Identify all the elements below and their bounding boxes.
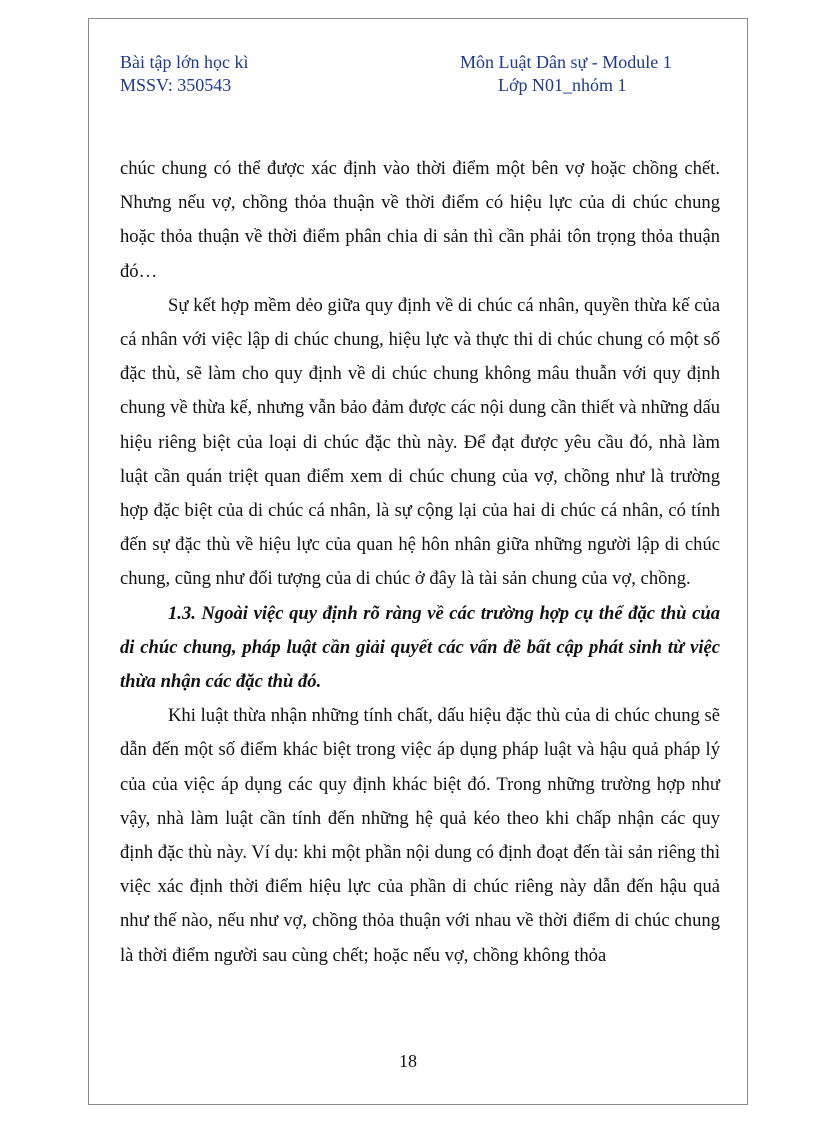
header-course-title: Bài tập lớn học kì [120, 52, 249, 72]
paragraph-3: Khi luật thừa nhận những tính chất, dấu hiệu đặc thù của di chúc chung sẽ dẫn đến một số điểm khác biệt trong việc áp dụng pháp luật và hậu quả pháp lý của của việc áp dụng các quy định khác biệt đó. Trong những trường hợp như vậy, nhà làm luật cần tính đến những hệ quả kéo theo khi chấp nhận các quy định đặc thù này. Ví dụ: khi một phần nội dung có định đoạt đến tài sản riêng thì việc xác định thời điểm hiệu lực của phần di chúc riêng này dẫn đến hậu quả như thế nào, nếu như vợ, chồng thỏa thuận với nhau về thời điểm di chúc chung là thời điểm người sau cùng chết; hoặc nếu vợ, chồng không thỏa [120, 705, 720, 966]
frame-bottom-border [88, 1104, 748, 1105]
paragraph-2: Sự kết hợp mềm dẻo giữa quy định về di chúc cá nhân, quyền thừa kế của cá nhân với việc lập di chúc chung, hiệu lực và thực thi di chúc chung có một số đặc thù, sẽ làm cho quy định về di chúc chung không mâu thuẫn với quy định chung về thừa kế, nhưng vẫn bảo đảm được các nội dung cần thiết và những dấu hiệu riêng biệt của loại di chúc đặc thù này. Để đạt được yêu cầu đó, nhà làm luật cần quán triệt quan điểm xem di chúc chung của vợ, chồng như là trường hợp đặc biệt của di chúc cá nhân, là sự cộng lại của hai di chúc cá nhân, có tính đến sự đặc thù về hiệu lực của quan hệ hôn nhân giữa những người lập di chúc chung, cũng như đối tượng của di chúc ở đây là tài sản chung của vợ, chồng. [120, 294, 720, 590]
page-header [0, 50, 816, 100]
header-class-group: Lớp N01_nhóm 1 [498, 75, 627, 95]
frame-top-border [88, 18, 748, 19]
header-subject: Môn Luật Dân sự - Module 1 [460, 52, 672, 72]
page-number: 18 [399, 1051, 417, 1071]
frame-right-border [747, 18, 748, 1105]
frame-left-border [88, 18, 89, 1105]
header-student-id: MSSV: 350543 [120, 75, 232, 95]
paragraph-1: chúc chung có thể được xác định vào thời điểm một bên vợ hoặc chồng chết. Nhưng nếu vợ, chồng thỏa thuận về thời điểm có hiệu lực của di chúc chung hoặc thỏa thuận về thời điểm phân chia di sản thì cần phải tôn trọng thỏa thuận đó… [120, 158, 720, 282]
section-heading-1-3: 1.3. Ngoài việc quy định rõ ràng về các trường hợp cụ thể đặc thù của di chúc chung, pháp luật cần giải quyết các vấn đề bất cập phát sinh từ việc thừa nhận các đặc thù đó. [120, 602, 720, 693]
document-body [120, 152, 720, 973]
